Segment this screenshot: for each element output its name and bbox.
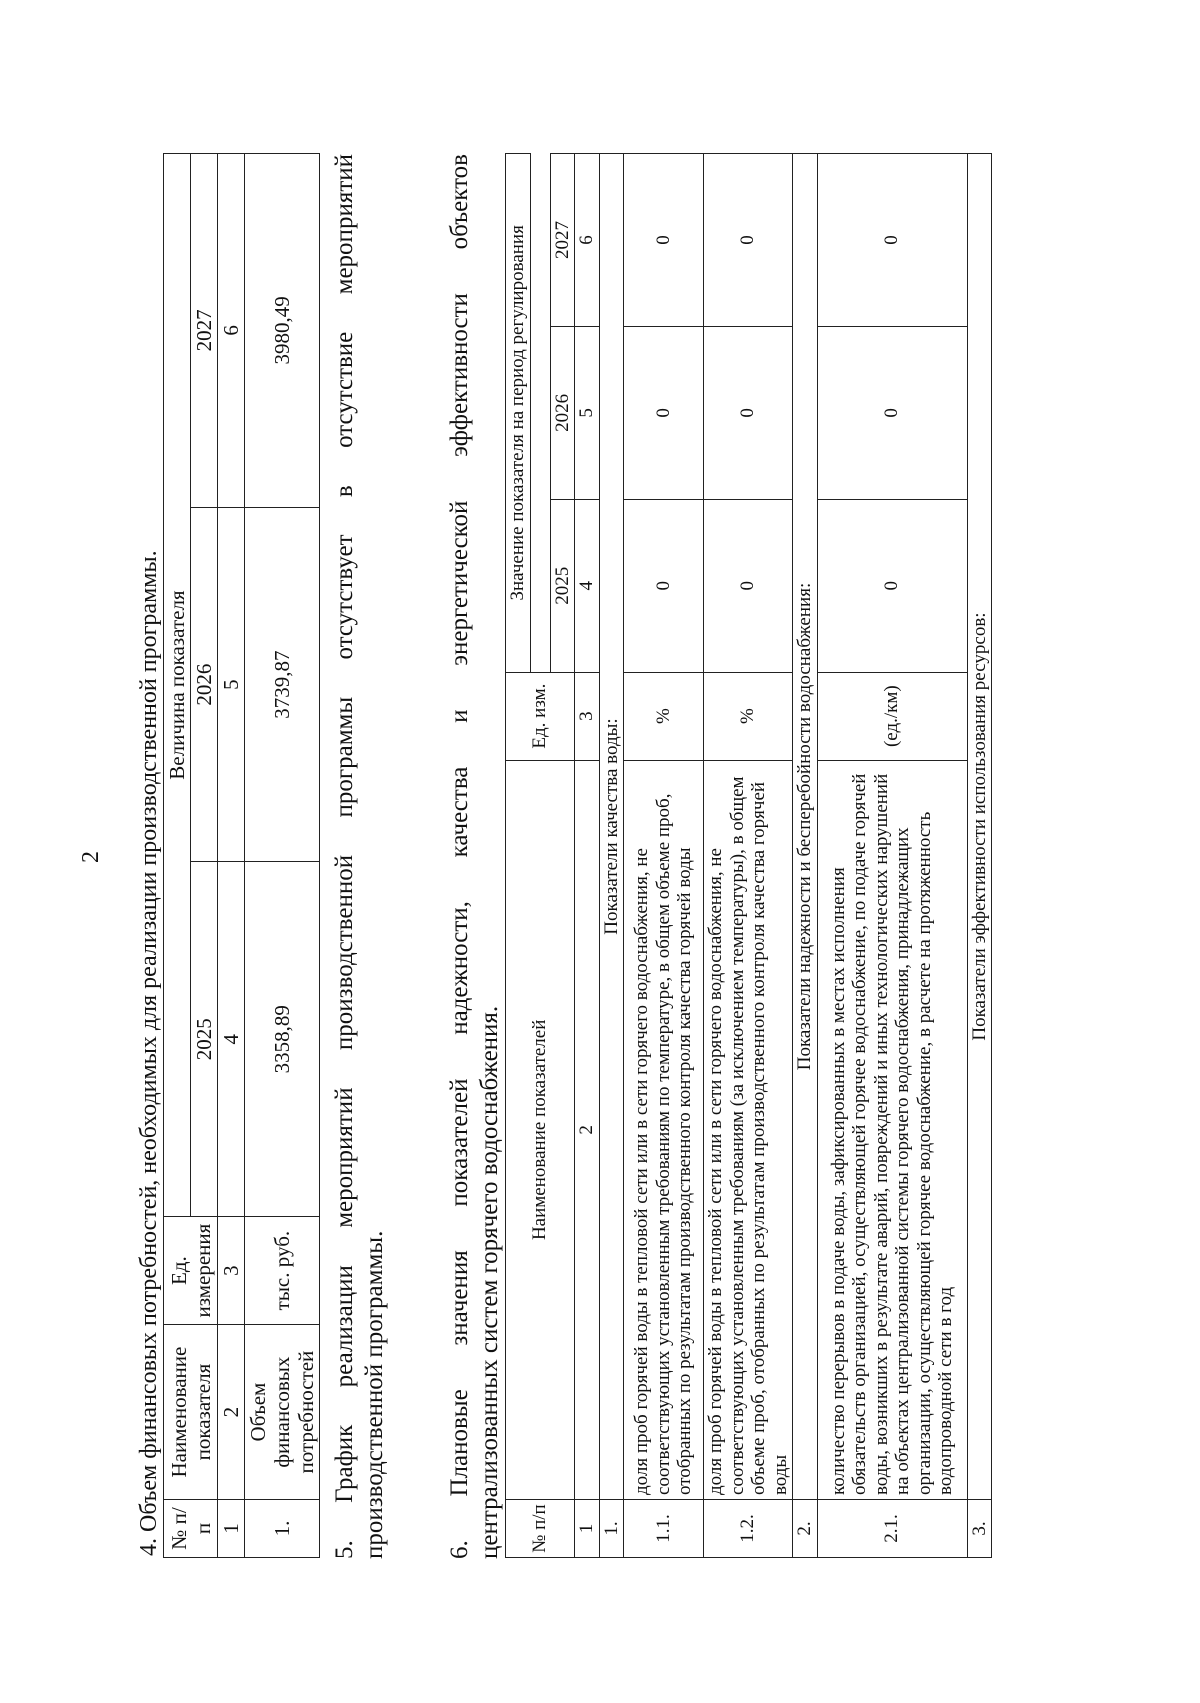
row-unit: тыс. руб.	[245, 1217, 320, 1325]
header-year: 2027	[191, 154, 218, 508]
section-title: Показатели качества воды:	[599, 154, 624, 1500]
header-year: 2026	[550, 326, 575, 499]
section-num: 3.	[967, 1500, 992, 1558]
col-index: 1	[218, 1500, 245, 1558]
header-year: 2026	[191, 507, 218, 862]
col-index: 3	[575, 672, 600, 760]
header-name: Наименование показателя	[164, 1325, 218, 1500]
section5-line1: 5. График реализации мероприятий производственной программы отсутствует в отсутствие мероприятий	[331, 154, 358, 1559]
col-index: 3	[218, 1217, 245, 1325]
header-value-group: Величина показателя	[164, 154, 191, 1217]
row-name: доля проб горячей воды в тепловой сети или в сети горячего водоснабжения, не соответствующих установленным требованиям (за исключением температуры), в общем объеме проб, отобранных по результатам производственного контроля качества горячей воды	[704, 760, 793, 1499]
col-index: 4	[218, 862, 245, 1217]
row-value: 0	[817, 499, 967, 672]
section6-line1: 6. Плановые значения показателей надежности, качества и энергетической эффективности объектов	[446, 154, 473, 1559]
section6-line2: централизованных систем горячего водоснабжения.	[476, 1005, 503, 1559]
header-unit: Ед. измерения	[164, 1217, 218, 1325]
col-index: 2	[218, 1325, 245, 1500]
header-unit: Ед. изм.	[506, 672, 575, 760]
row-name: количество перерывов в подаче воды, зафиксированных в местах исполнения обязательств организацией, осуществляющей горячее водоснабжение, по подаче горячей воды, возникших в результате аварий, повреждений и иных технологических нарушений на объектах централизованной системы горячего водоснабжения, принадлежащих организации, осуществляющей горячее водоснабжение, в расчете на протяженность водопроводной сети в год	[817, 760, 967, 1499]
row-unit: %	[704, 672, 793, 760]
row-value: 0	[817, 326, 967, 499]
section4-title: 4. Объем финансовых потребностей, необходимых для реализации производственной программы.	[136, 550, 162, 1556]
header-value-group: Значение показателя на период регулирования	[506, 154, 531, 673]
header-year: 2025	[550, 499, 575, 672]
header-year: 2027	[550, 154, 575, 327]
header-year: 2025	[191, 862, 218, 1217]
page-number: 2	[78, 851, 104, 863]
row-value: 3980,49	[245, 154, 320, 508]
row-value: 3358,89	[245, 862, 320, 1217]
section-num: 1.	[599, 1500, 624, 1558]
header-name: Наименование показателей	[506, 760, 575, 1499]
row-value: 3739,87	[245, 507, 320, 862]
col-index: 6	[218, 154, 245, 508]
row-num: 2.1.	[817, 1500, 967, 1558]
section-num: 2.	[793, 1500, 818, 1558]
col-index: 2	[575, 760, 600, 1499]
section-title: Показатели надежности и бесперебойности водоснабжения:	[793, 154, 818, 1500]
row-value: 0	[704, 499, 793, 672]
col-index: 5	[218, 507, 245, 862]
row-value: 0	[624, 499, 704, 672]
row-name: Объем финансовых потребностей	[245, 1325, 320, 1500]
row-unit: (ед./км)	[817, 672, 967, 760]
row-value: 0	[817, 154, 967, 327]
col-index: 5	[575, 326, 600, 499]
col-index: 1	[575, 1500, 600, 1558]
row-num: 1.2.	[704, 1500, 793, 1558]
financial-needs-table	[163, 153, 320, 1558]
section5-line2: производственной программы.	[361, 1230, 388, 1559]
row-value: 0	[704, 154, 793, 327]
row-num: 1.	[245, 1500, 320, 1558]
row-value: 0	[624, 154, 704, 327]
row-unit: %	[624, 672, 704, 760]
col-index: 6	[575, 154, 600, 327]
col-index: 4	[575, 499, 600, 672]
row-value: 0	[704, 326, 793, 499]
indicators-table	[505, 153, 992, 1558]
header-num: № п/п	[164, 1500, 218, 1558]
section-title: Показатели эффективности использования ресурсов:	[967, 154, 992, 1500]
row-name: доля проб горячей воды в тепловой сети или в сети горячего водоснабжения, не соответствующих установленным требованиям по температуре, в общем объеме проб, отобранных по результатам производственного контроля качества горячей воды	[624, 760, 704, 1499]
header-num: № п/п	[506, 1500, 575, 1558]
row-value: 0	[624, 326, 704, 499]
row-num: 1.1.	[624, 1500, 704, 1558]
